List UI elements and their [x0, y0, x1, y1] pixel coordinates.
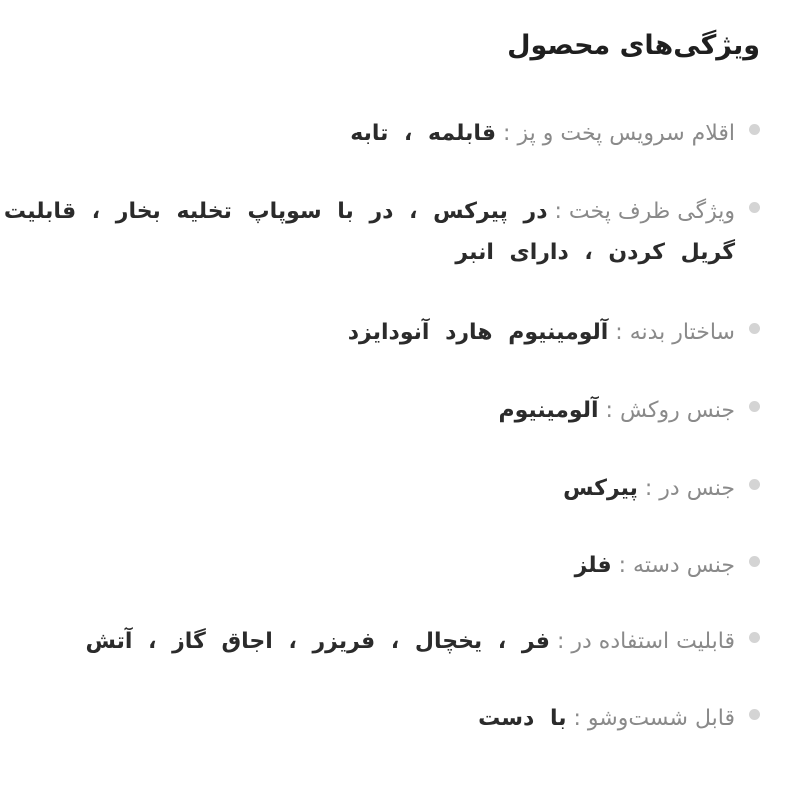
spec-label: ساختار بدنه [629, 320, 735, 345]
spec-label: جنس در [659, 476, 735, 501]
spec-value: فلز [574, 553, 612, 578]
spec-separator: : [608, 320, 630, 345]
spec-line-2 [4, 232, 735, 273]
spec-label: جنس دسته [633, 553, 735, 578]
spec-separator: : [637, 476, 660, 501]
spec-text [563, 468, 735, 509]
spec-value: فر ، یخچال ، فریزر ، اجاق گاز ، آتش [85, 629, 550, 654]
spec-text [86, 621, 735, 662]
spec-separator: : [566, 706, 588, 731]
spec-text [350, 113, 735, 154]
spec-separator: : [496, 121, 518, 146]
spec-value: آلومینیوم [498, 398, 599, 423]
spec-value: با دست [478, 706, 567, 731]
spec-item-lid-material [563, 468, 760, 509]
spec-text [498, 390, 735, 431]
spec-text [478, 698, 735, 739]
spec-label: جنس روکش [619, 398, 735, 423]
bullet-icon [749, 202, 760, 213]
spec-text [4, 191, 735, 273]
spec-item-cookware-features [4, 191, 760, 273]
spec-item-handle-material [575, 545, 760, 586]
spec-label: اقلام سرویس پخت و پز [517, 121, 735, 146]
spec-item-body-structure [348, 312, 760, 353]
spec-label: قابلیت استفاده در [571, 629, 735, 654]
bullet-icon [749, 632, 760, 643]
spec-value: در پیرکس ، در با سوپاپ تخلیه بخار ، قابلیت [3, 199, 548, 224]
bullet-icon [749, 124, 760, 135]
section-title: ویژگی‌های محصول [507, 30, 760, 61]
bullet-icon [749, 401, 760, 412]
bullet-icon [749, 323, 760, 334]
spec-separator: : [598, 398, 620, 423]
spec-value-continued: گریل کردن ، دارای انبر [455, 240, 735, 265]
spec-item-coating-material [498, 390, 760, 431]
bullet-icon [749, 479, 760, 490]
spec-item-washable [478, 698, 760, 739]
spec-line-1 [4, 191, 735, 232]
spec-separator: : [549, 629, 572, 654]
spec-value: پیرکس [563, 476, 638, 501]
spec-value: آلومینیوم هارد آنودایزد [347, 320, 609, 345]
spec-text [348, 312, 735, 353]
spec-value: قابلمه ، تابه [350, 121, 497, 146]
spec-separator: : [547, 199, 569, 224]
spec-item-cookware-items [350, 113, 760, 154]
spec-separator: : [611, 553, 634, 578]
bullet-icon [749, 709, 760, 720]
spec-label: ویژگی ظرف پخت [568, 199, 735, 224]
spec-item-usage [86, 621, 760, 662]
bullet-icon [749, 556, 760, 567]
spec-text [575, 545, 735, 586]
spec-label: قابل شست‌وشو [587, 706, 735, 731]
